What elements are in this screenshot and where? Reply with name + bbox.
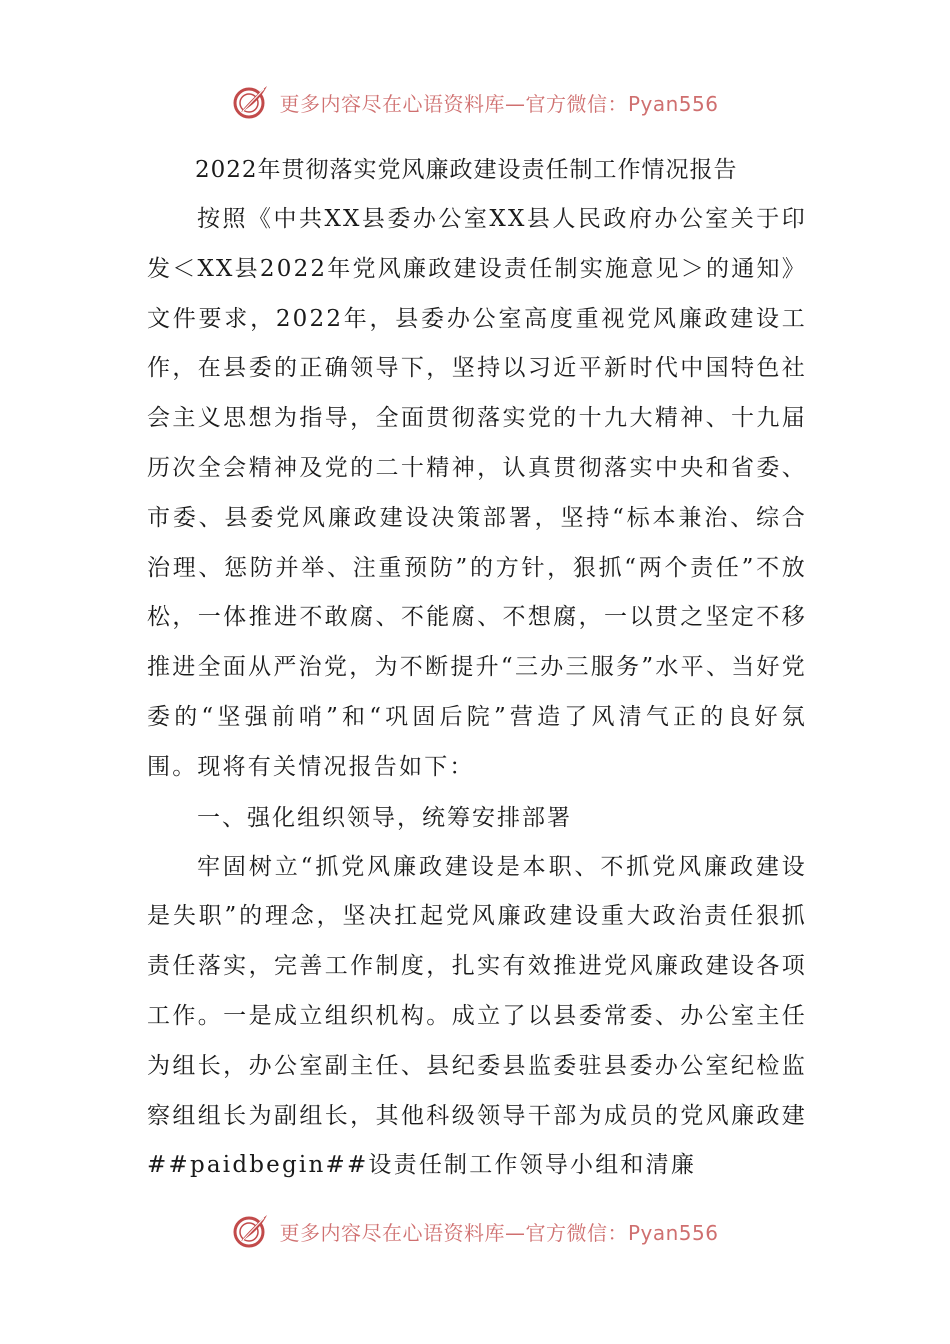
watermark-text bbox=[279, 88, 718, 117]
section-paragraph-1: 牢固树立“抓党风廉政建设是本职、不抓党风廉政建设是失职”的理念，坚决扛起党风廉政建设重大政治责任狠抓责任落实，完善工作制度，扎实有效推进党风廉政建设各项工作。一是成立组织机构。成立了以县委常委、办公室主任为组长，办公室副主任、县纪委县监委驻县委办公室纪检监察组组长为副组长，其他科级领导干部为成员的党风廉政建##paidbegin##设责任制工作领导小组和清廉 bbox=[147, 853, 807, 1179]
document-title: 2022年贯彻落实党风廉政建设责任制工作情况报告 bbox=[195, 157, 738, 183]
document-body bbox=[147, 145, 807, 1191]
footer-watermark-banner bbox=[0, 1209, 950, 1253]
header-watermark-banner bbox=[0, 80, 950, 124]
watermark-separator: — bbox=[504, 91, 526, 116]
quill-seal-icon bbox=[231, 82, 271, 122]
watermark-main-text: 更多内容尽在心语资料库 bbox=[279, 1220, 505, 1245]
watermark-separator: — bbox=[504, 1220, 526, 1245]
watermark-wechat-text: 官方微信：Pyan556 bbox=[525, 91, 719, 116]
intro-paragraph: 按照《中共XX县委办公室XX县人民政府办公室关于印发＜XX县2022年党风廉政建设责任制实施意见＞的通知》文件要求，2022年，县委办公室高度重视党风廉政建设工作，在县委的正确领导下，坚持以习近平新时代中国特色社会主义思想为指导，全面贯彻落实党的十九大精神、十九届历次全会精神及党的二十精神，认真贯彻落实中央和省委、市委、县委党风廉政建设决策部署，坚持“标本兼治、综合治理、惩防并举、注重预防”的方针，狠抓“两个责任”不放松，一体推进不敢腐、不能腐、不想腐，一以贯之坚定不移推进全面从严治党，为不断提升“三办三服务”水平、当好党委的“坚强前哨”和“巩固后院”营造了风清气正的良好氛围。现将有关情况报告如下： bbox=[147, 206, 807, 780]
watermark-main-text: 更多内容尽在心语资料库 bbox=[279, 91, 505, 116]
watermark-wechat-text: 官方微信：Pyan556 bbox=[525, 1220, 719, 1245]
quill-seal-icon bbox=[231, 1211, 271, 1251]
section-heading-1: 一、强化组织领导，统筹安排部署 bbox=[197, 804, 572, 831]
watermark-text bbox=[279, 1217, 718, 1246]
